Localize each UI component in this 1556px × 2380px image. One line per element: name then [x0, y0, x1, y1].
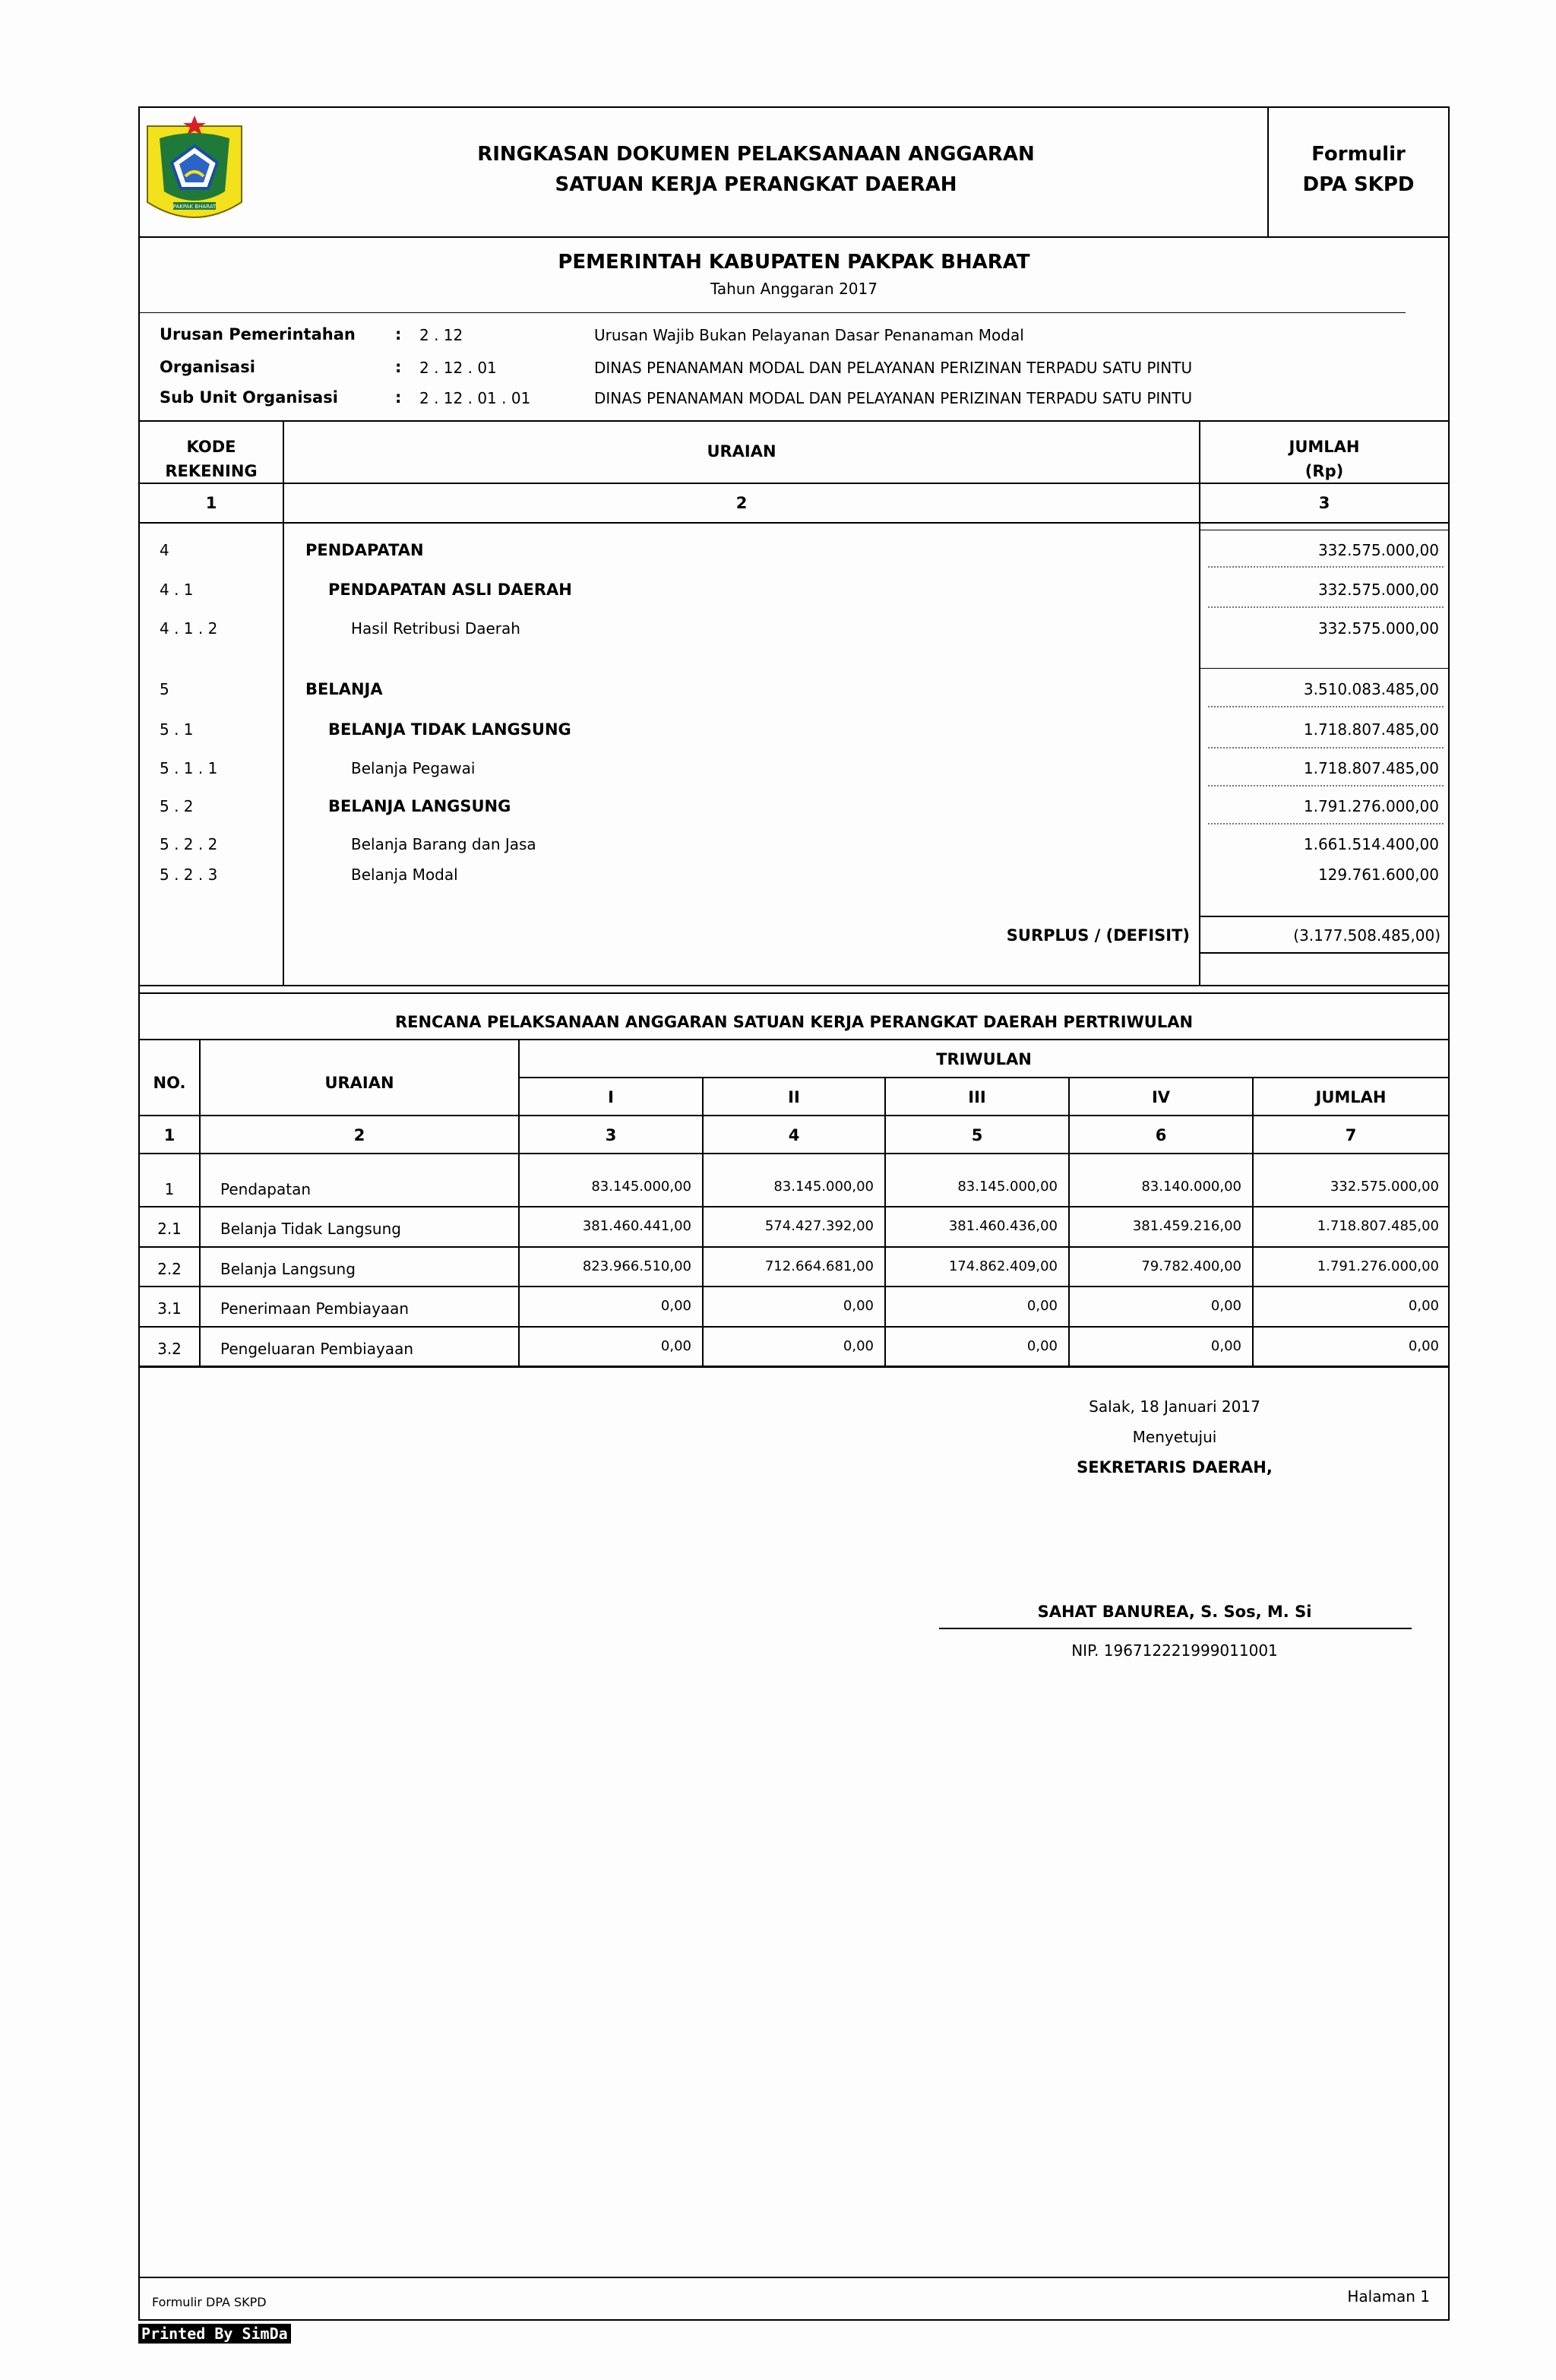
uraian: Belanja Modal — [351, 866, 458, 884]
row-uraian: Belanja Tidak Langsung — [220, 1220, 401, 1238]
row-q1: 0,00 — [660, 1338, 691, 1354]
row-q3: 83.145.000,00 — [957, 1179, 1058, 1195]
info-label-urusan: Urusan Pemerintahan — [160, 325, 356, 343]
jumlah: 1.718.807.485,00 — [1303, 720, 1439, 739]
info-code-sub-unit: 2 . 12 . 01 . 01 — [419, 389, 531, 407]
row-jumlah: 0,00 — [1408, 1298, 1439, 1314]
table1-col-num: 2 — [735, 494, 748, 512]
footer-form-name: Formulir DPA SKPD — [152, 2295, 267, 2309]
uraian: Belanja Pegawai — [351, 759, 476, 777]
row-q4: 0,00 — [1210, 1298, 1241, 1314]
place-date: Salak, 18 Januari 2017 — [1089, 1397, 1260, 1416]
kode-rekening: 5 . 1 — [160, 720, 194, 739]
government-name: PEMERINTAH KABUPATEN PAKPAK BHARAT — [558, 251, 1030, 274]
signer-name: SAHAT BANUREA, S. Sos, M. Si — [1037, 1603, 1312, 1621]
table2-col-num: 6 — [1155, 1126, 1167, 1144]
jumlah: 332.575.000,00 — [1317, 541, 1439, 559]
row-uraian: Belanja Langsung — [220, 1260, 356, 1278]
table1-col-num: 3 — [1318, 494, 1330, 512]
row-q2: 574.427.392,00 — [764, 1218, 874, 1234]
page-number: Halaman 1 — [1347, 2287, 1430, 2306]
surplus-value: (3.177.508.485,00) — [1293, 926, 1441, 945]
table2-col-num: 4 — [788, 1126, 800, 1144]
info-colon: : — [395, 388, 402, 407]
kode-rekening: 5 . 2 . 2 — [160, 835, 218, 853]
table2-head-triwulan: TRIWULAN — [936, 1050, 1032, 1068]
table2-title: RENCANA PELAKSANAAN ANGGARAN SATUAN KERJA PERANGKAT DAERAH PERTRIWULAN — [394, 1013, 1194, 1031]
row-q3: 0,00 — [1026, 1338, 1058, 1354]
kode-rekening: 4 . 1 — [160, 581, 194, 599]
kode-rekening: 5 — [160, 680, 169, 698]
table2-col-num: 7 — [1345, 1126, 1357, 1144]
jumlah: 1.661.514.400,00 — [1303, 835, 1439, 853]
row-q1: 823.966.510,00 — [582, 1258, 691, 1274]
table2-col-num: 2 — [353, 1126, 365, 1144]
table1-head-uraian: URAIAN — [707, 442, 776, 460]
table2-head-q1: I — [608, 1088, 614, 1106]
row-q3: 381.460.436,00 — [948, 1218, 1058, 1234]
row-q1: 381.460.441,00 — [582, 1218, 691, 1234]
budget-year: Tahun Anggaran 2017 — [710, 280, 878, 298]
uraian: PENDAPATAN ASLI DAERAH — [328, 581, 572, 599]
info-desc-organisasi: DINAS PENANAMAN MODAL DAN PELAYANAN PERIZINAN TERPADU SATU PINTU — [594, 359, 1193, 377]
table1-head-kode — [140, 435, 283, 483]
table2-head-no: NO. — [153, 1074, 186, 1092]
row-q4: 79.782.400,00 — [1141, 1258, 1241, 1274]
head-kode-line2: REKENING — [165, 462, 258, 480]
table2-col-num: 3 — [605, 1126, 617, 1144]
table2-col-num: 5 — [971, 1126, 983, 1144]
row-q2: 83.145.000,00 — [773, 1179, 874, 1195]
info-colon: : — [395, 358, 402, 376]
table2-head-q2: II — [788, 1088, 800, 1106]
info-desc-sub-unit: DINAS PENANAMAN MODAL DAN PELAYANAN PERIZINAN TERPADU SATU PINTU — [594, 389, 1193, 407]
row-jumlah: 0,00 — [1408, 1338, 1439, 1354]
table2-head-q4: IV — [1151, 1088, 1171, 1106]
row-q4: 83.140.000,00 — [1141, 1179, 1241, 1195]
document-title-line-1: RINGKASAN DOKUMEN PELAKSANAAN ANGGARAN — [477, 143, 1035, 166]
table2-head-jumlah: JUMLAH — [1315, 1088, 1387, 1106]
logo-text: PAKPAK BHARAT — [172, 204, 217, 210]
info-code-urusan: 2 . 12 — [419, 326, 463, 344]
head-jumlah-line2: (Rp) — [1305, 462, 1344, 480]
jumlah: 129.761.600,00 — [1317, 866, 1439, 884]
table2-head-q3: III — [968, 1088, 986, 1106]
table1-head-jumlah — [1200, 435, 1448, 483]
row-q4: 381.459.216,00 — [1132, 1218, 1241, 1234]
jumlah: 332.575.000,00 — [1317, 619, 1439, 638]
row-q2: 712.664.681,00 — [764, 1258, 874, 1274]
row-no: 3.2 — [157, 1340, 182, 1358]
form-label-line-1: Formulir — [1311, 143, 1406, 166]
kode-rekening: 4 — [160, 541, 169, 559]
kode-rekening: 5 . 2 . 3 — [160, 866, 218, 884]
row-jumlah: 332.575.000,00 — [1330, 1179, 1439, 1195]
kode-rekening: 5 . 1 . 1 — [160, 759, 218, 777]
row-q1: 0,00 — [660, 1298, 691, 1314]
jumlah: 3.510.083.485,00 — [1303, 680, 1439, 698]
info-label-sub-unit: Sub Unit Organisasi — [160, 388, 338, 407]
uraian: BELANJA TIDAK LANGSUNG — [328, 720, 571, 739]
emblem-icon — [143, 112, 246, 234]
signer-nip: NIP. 196712221999011001 — [1071, 1641, 1278, 1660]
jumlah: 1.791.276.000,00 — [1303, 797, 1439, 815]
table2-head-uraian: URAIAN — [324, 1074, 394, 1092]
approval-text: Menyetujui — [1132, 1428, 1217, 1446]
uraian: BELANJA LANGSUNG — [328, 797, 511, 815]
row-jumlah: 1.718.807.485,00 — [1317, 1218, 1439, 1234]
document-title-line-2: SATUAN KERJA PERANGKAT DAERAH — [555, 173, 957, 196]
uraian: BELANJA — [305, 680, 383, 698]
logo — [143, 112, 246, 234]
row-uraian: Pengeluaran Pembiayaan — [220, 1340, 413, 1358]
row-no: 2.1 — [157, 1220, 182, 1238]
head-kode-line1: KODE — [186, 438, 236, 456]
uraian: PENDAPATAN — [305, 541, 424, 559]
printed-by-badge — [138, 2324, 291, 2344]
row-q3: 0,00 — [1026, 1298, 1058, 1314]
row-q2: 0,00 — [843, 1298, 874, 1314]
form-label-line-2: DPA SKPD — [1302, 173, 1415, 196]
jumlah: 332.575.000,00 — [1317, 581, 1439, 599]
row-no: 2.2 — [157, 1260, 182, 1278]
info-code-organisasi: 2 . 12 . 01 — [419, 359, 497, 377]
kode-rekening: 4 . 1 . 2 — [160, 619, 218, 638]
row-no: 1 — [164, 1180, 175, 1198]
table1-col-num: 1 — [205, 494, 217, 512]
row-q1: 83.145.000,00 — [591, 1179, 691, 1195]
signer-position: SEKRETARIS DAERAH, — [1077, 1458, 1273, 1476]
info-label-organisasi: Organisasi — [160, 358, 255, 376]
head-jumlah-line1: JUMLAH — [1289, 438, 1360, 456]
surplus-label: SURPLUS / (DEFISIT) — [1006, 926, 1190, 945]
row-q2: 0,00 — [843, 1338, 874, 1354]
row-q3: 174.862.409,00 — [948, 1258, 1058, 1274]
row-no: 3.1 — [157, 1299, 182, 1318]
printed-by-text: Printed By SimDa — [141, 2325, 288, 2343]
row-uraian: Pendapatan — [220, 1180, 312, 1198]
info-desc-urusan: Urusan Wajib Bukan Pelayanan Dasar Penanaman Modal — [594, 326, 1024, 344]
row-uraian: Penerimaan Pembiayaan — [220, 1299, 410, 1318]
info-colon: : — [395, 325, 402, 343]
uraian: Belanja Barang dan Jasa — [351, 835, 536, 853]
uraian: Hasil Retribusi Daerah — [351, 619, 520, 638]
row-q4: 0,00 — [1210, 1338, 1241, 1354]
row-jumlah: 1.791.276.000,00 — [1317, 1258, 1439, 1274]
jumlah: 1.718.807.485,00 — [1303, 759, 1439, 777]
kode-rekening: 5 . 2 — [160, 797, 194, 815]
table2-col-num: 1 — [163, 1126, 176, 1144]
